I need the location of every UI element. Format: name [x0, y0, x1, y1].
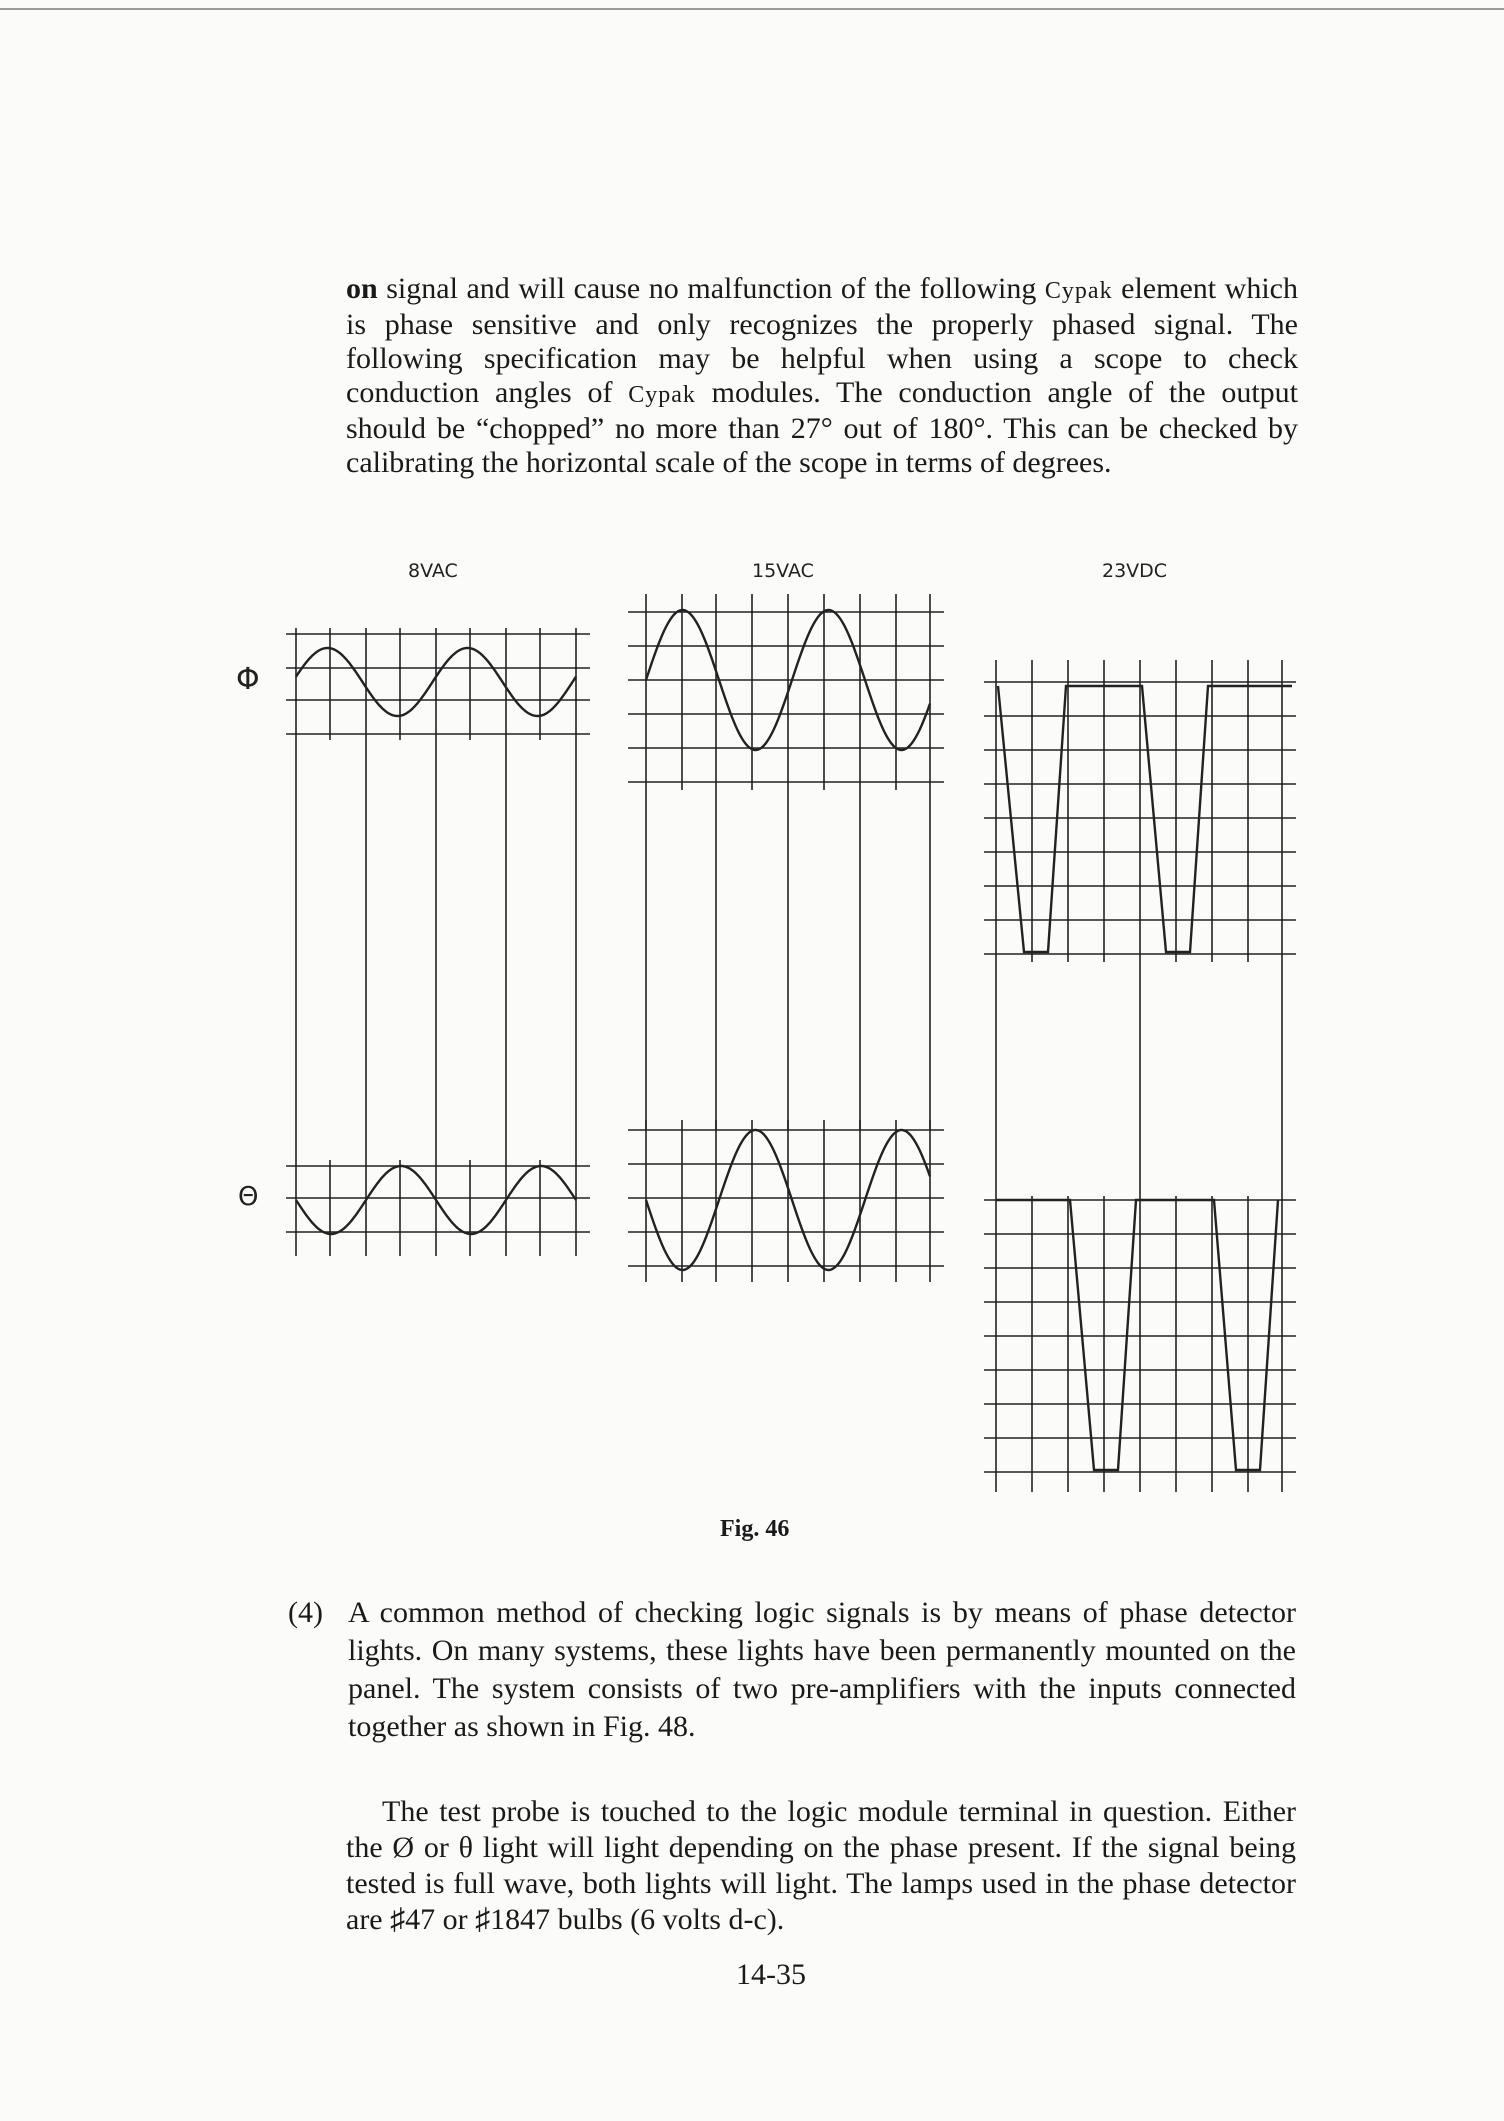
phi-symbol: Φ	[236, 662, 260, 697]
test-probe-paragraph: The test probe is touched to the logic module terminal in question. Either the Ø or θ light will light depending on the phase present. If the signal being tested is full wave, both lights will light. The lamps used in the phase detector are ♯47 or ♯1847 bulbs (6 volts d-c).	[346, 1795, 1296, 1936]
intro-text-c: modules. The conduction angle of the output should be “chopped” no more than 27° out of 180°. This can be checked by calibrating the horizontal scale of the scope in terms of degrees.	[346, 376, 1298, 479]
label-15vac: 15VAC	[752, 560, 814, 582]
lead-word: on	[346, 272, 378, 305]
label-8vac: 8VAC	[408, 560, 458, 582]
theta-waveform-23vdc	[996, 1200, 1278, 1470]
intro-text-a: signal and will cause no malfunction of the following	[377, 272, 1045, 305]
figure-caption: Fig. 46	[720, 1516, 790, 1542]
label-23vdc: 23VDC	[1102, 560, 1168, 582]
scope-8vac	[286, 628, 590, 1256]
scope-15vac	[628, 594, 944, 1282]
intro-text-b: element which is phase sensitive and only recognizes the properly phased signal. The following specification may be helpful when using a scope to check conduction angles of	[346, 272, 1298, 409]
scope-23vdc	[984, 660, 1296, 1492]
page-number: 14-35	[736, 1958, 806, 1991]
theta-symbol: Θ	[238, 1182, 259, 1212]
item-number: (4)	[288, 1596, 323, 1629]
cypak-name-1: Cypak	[1044, 278, 1113, 304]
cypak-name-2: Cypak	[628, 382, 696, 408]
item-text: A common method of checking logic signals is by means of phase detector lights. On many systems, these lights have been permanently mounted on the panel. The system consists of two pre-amplifiers with the inputs connected together as shown in Fig. 48.	[348, 1596, 1296, 1743]
